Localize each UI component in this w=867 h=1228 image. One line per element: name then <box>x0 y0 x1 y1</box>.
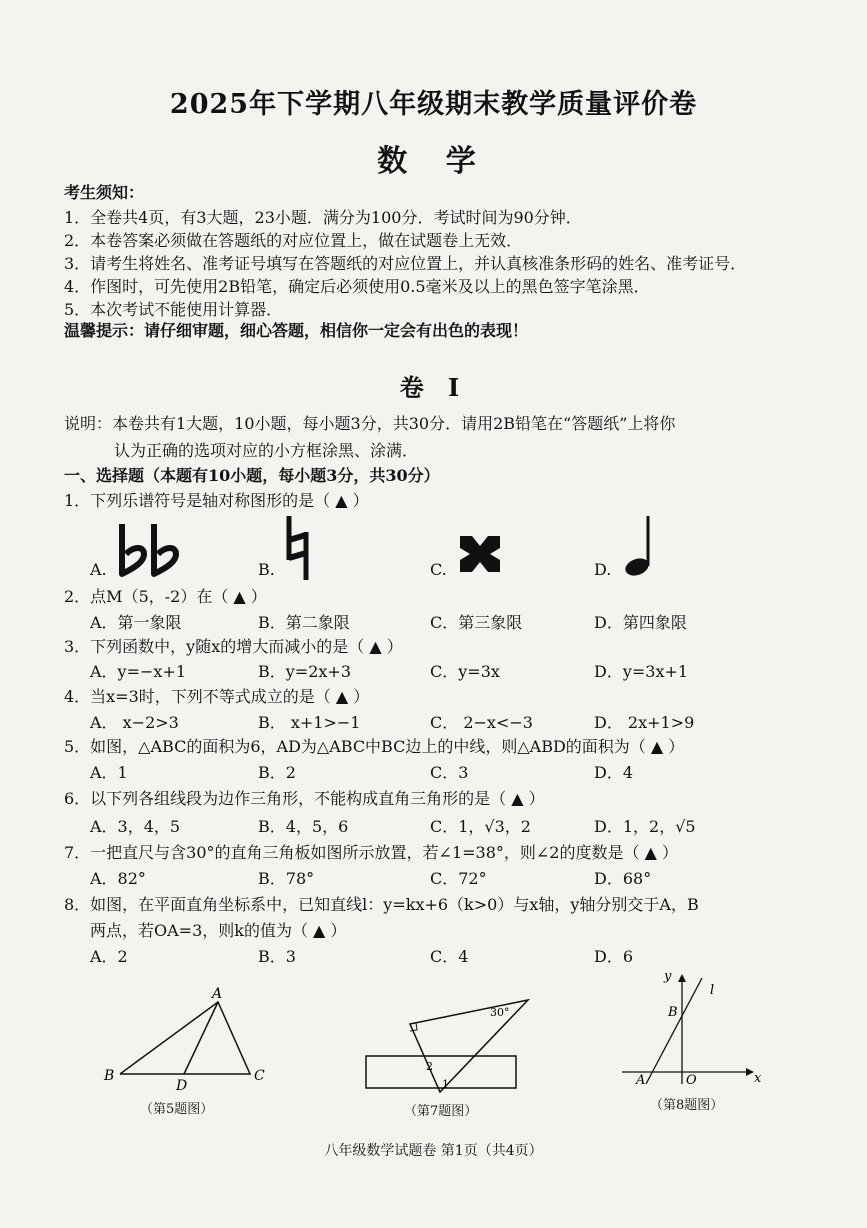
option-d: D. <box>594 560 612 579</box>
option-b: B．2 <box>258 763 296 782</box>
line-l <box>646 978 702 1084</box>
triangle-abc <box>120 1002 250 1074</box>
subject-title: 数 学 <box>377 144 490 179</box>
notice-item: 1．全卷共4页，有3大题，23小题．满分为100分．考试时间为90分钟． <box>64 208 582 227</box>
option-b: B．y=2x+3 <box>258 662 351 681</box>
figure-8-coordinate-plane <box>618 966 768 1090</box>
option-a: A． x−2>3 <box>90 713 179 732</box>
option-d: D．y=3x+1 <box>594 662 689 681</box>
option-c: C．1，√3，2 <box>430 817 531 836</box>
notice-item: 5．本次考试不能使用计算器． <box>64 300 283 319</box>
option-a: A．y=−x+1 <box>90 662 187 681</box>
notice-heading: 考生须知： <box>64 183 145 202</box>
option-d: D． 2x+1>9 <box>594 713 695 732</box>
option-c: C．y=3x <box>430 662 500 681</box>
option-d: D．4 <box>594 763 634 782</box>
question-stem: 1．下列乐谱符号是轴对称图形的是（ ▲ ） <box>64 491 369 510</box>
question-stem-continued: 两点，若OA=3，则k的值为（ ▲ ） <box>90 921 347 940</box>
option-b: B．4，5，6 <box>258 817 349 836</box>
question-stem: 8．如图，在平面直角坐标系中，已知直线l：y=kx+6（k>0）与x轴，y轴分别交于A，B <box>64 895 699 914</box>
label-y: y <box>664 969 672 984</box>
volume-heading: 卷 I <box>399 373 468 402</box>
option-b: B．78° <box>258 869 315 888</box>
option-a: A．3，4，5 <box>90 817 181 836</box>
set-square <box>410 1000 528 1092</box>
option-d: D．1，2，√5 <box>594 817 696 836</box>
label-origin: O <box>686 1073 697 1088</box>
question-stem: 7．一把直尺与含30°的直角三角板如图所示放置，若∠1=38°，则∠2的度数是（ ▲ ） <box>64 843 678 862</box>
explanation-line1: 说明：本卷共有1大题，10小题，每小题3分，共30分．请用2B铅笔在“答题纸”上将你 <box>64 414 676 433</box>
question-stem: 6．以下列各组线段为边作三角形，不能构成直角三角形的是（ ▲ ） <box>64 789 545 808</box>
option-a: A．2 <box>90 947 128 966</box>
explanation-line2: 认为正确的选项对应的小方框涂黑、涂满． <box>114 441 419 460</box>
option-d: D．第四象限 <box>594 613 687 632</box>
label-angle-2: 2 <box>426 1060 433 1073</box>
option-a: A. <box>90 560 107 579</box>
figure-8-caption: （第8题图） <box>650 1098 724 1113</box>
notice-item: 2．本卷答案必须做在答题纸的对应位置上，做在试题卷上无效． <box>64 231 523 250</box>
question-stem: 4．当x=3时，下列不等式成立的是（ ▲ ） <box>64 687 370 706</box>
option-c: C．3 <box>430 763 469 782</box>
label-a-point: A <box>636 1073 646 1088</box>
label-angle-1: 1 <box>442 1078 449 1091</box>
label-a: A <box>212 986 223 1002</box>
natural-sign-icon <box>284 514 312 582</box>
question-stem: 5．如图，△ABC的面积为6，AD为△ABC中BC边上的中线，则△ABD的面积为（ ▲ ） <box>64 737 685 756</box>
label-c: C <box>254 1068 265 1084</box>
warm-tip: 温馨提示：请仔细审题，细心答题，相信你一定会有出色的表现！ <box>64 321 529 340</box>
double-sharp-icon <box>458 534 502 574</box>
figure-7-ruler-triangle <box>360 994 540 1094</box>
option-a: A．第一象限 <box>90 613 182 632</box>
label-30-degree: 30° <box>490 1006 510 1019</box>
label-b: B <box>104 1068 115 1084</box>
page-footer: 八年级数学试题卷 第1页（共4页） <box>324 1143 543 1159</box>
option-d: D．6 <box>594 947 634 966</box>
figure-5-caption: （第5题图） <box>140 1102 214 1117</box>
question-stem: 2．点M（5，-2）在（ ▲ ） <box>64 587 267 606</box>
option-d: D．68° <box>594 869 652 888</box>
label-d: D <box>176 1078 188 1090</box>
label-b-point: B <box>668 1005 678 1020</box>
figure-5-triangle <box>98 984 278 1090</box>
section-heading: 一、选择题（本题有10小题，每小题3分，共30分） <box>64 466 440 485</box>
option-a: A．1 <box>90 763 128 782</box>
ruler <box>366 1056 516 1088</box>
double-flat-icon <box>116 522 184 578</box>
option-b: B. <box>258 560 275 579</box>
median-ad <box>184 1002 218 1074</box>
notice-item: 3．请考生将姓名、准考证号填写在答题纸的对应位置上，并认真核准条形码的姓名、准考证号． <box>64 254 747 273</box>
option-c: C．72° <box>430 869 487 888</box>
option-a: A．82° <box>90 869 146 888</box>
notice-item: 4．作图时，可先使用2B铅笔，确定后必须使用0.5毫米及以上的黑色签字笔涂黑． <box>64 277 650 296</box>
option-c: C．4 <box>430 947 469 966</box>
label-l: l <box>710 983 715 998</box>
label-x: x <box>754 1071 762 1086</box>
figure-7-caption: （第7题图） <box>404 1104 478 1119</box>
option-b: B．第二象限 <box>258 613 350 632</box>
option-c: C． 2−x<−3 <box>430 713 533 732</box>
option-b: B．3 <box>258 947 296 966</box>
exam-title: 2025年下学期八年级期末教学质量评价卷 <box>169 89 698 120</box>
question-stem: 3．下列函数中，y随x的增大而减小的是（ ▲ ） <box>64 637 403 656</box>
quarter-note-icon <box>618 514 658 578</box>
option-c: C. <box>430 560 447 579</box>
option-b: B． x+1>−1 <box>258 713 361 732</box>
option-c: C．第三象限 <box>430 613 523 632</box>
